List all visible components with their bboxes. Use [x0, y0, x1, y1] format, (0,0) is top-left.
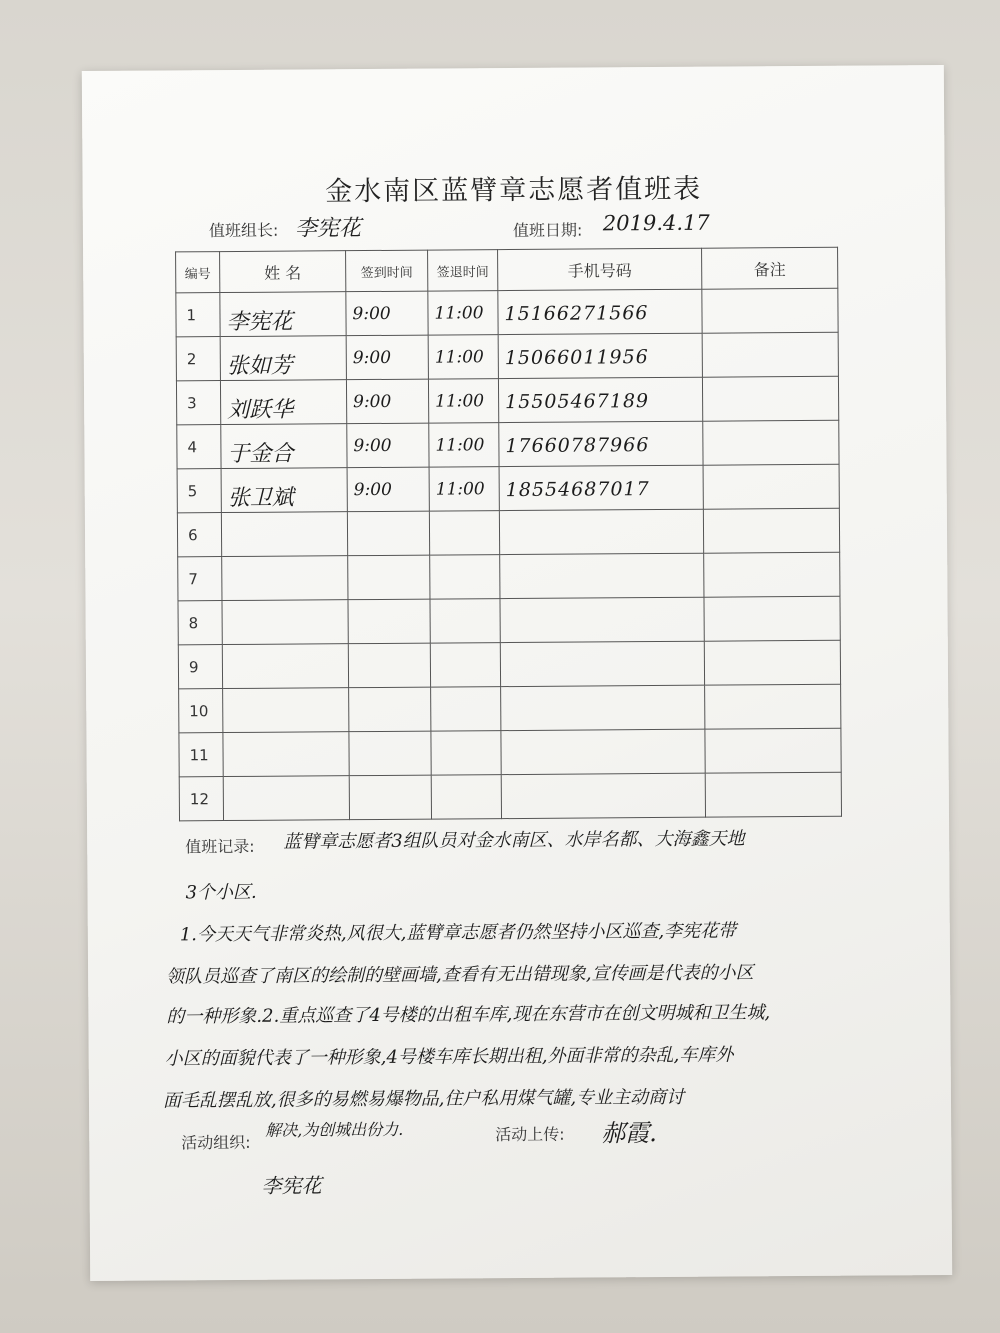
row-note: [703, 464, 839, 509]
row-checkin: 9:00: [353, 435, 392, 457]
leader-value: 李宪花: [294, 216, 361, 242]
row-note: [704, 552, 840, 597]
row-note: [704, 640, 840, 685]
row-checkout: [429, 511, 499, 555]
row-name: [222, 556, 348, 601]
table-row: [177, 420, 839, 469]
row-checkin: [348, 599, 430, 644]
date-label: 值班日期:: [512, 220, 583, 241]
table-row: [176, 332, 838, 381]
table-header-row: [176, 247, 838, 293]
row-checkout: 11:00: [435, 479, 485, 500]
header-no: 编号: [176, 252, 220, 293]
row-note: [702, 376, 838, 421]
header-checkin: 签到时间: [346, 250, 428, 292]
date-value: 2019.4.17: [602, 210, 710, 236]
table-row: [178, 640, 840, 689]
row-note: [705, 684, 841, 729]
table-row: [178, 552, 840, 601]
organizer-value: 李宪花: [261, 1173, 322, 1198]
header-phone: 手机号码: [498, 248, 702, 290]
row-phone: [500, 553, 704, 598]
row-checkin: 9:00: [353, 479, 392, 501]
record-line: 解决,为创城出份力.: [265, 1119, 404, 1140]
row-name: [223, 688, 349, 733]
row-no: 3: [176, 381, 220, 425]
header-checkout: 签退时间: [428, 250, 498, 291]
row-no: 2: [176, 337, 220, 381]
table-row: [176, 288, 838, 337]
record-line: 1.今天天气非常炎热,风很大,蓝臂章志愿者仍然坚持小区巡查,李宪花带: [179, 920, 737, 946]
table-row: [179, 772, 841, 821]
row-note: [703, 508, 839, 553]
row-checkin: [348, 555, 430, 600]
row-no: 1: [176, 293, 220, 337]
row-name: 于金合: [227, 441, 294, 468]
row-phone: 15166271566: [504, 302, 649, 326]
row-phone: [501, 773, 705, 818]
table-row: [177, 508, 839, 557]
header-name: 姓 名: [220, 251, 346, 293]
row-phone: [501, 729, 705, 774]
table-row: [177, 464, 839, 513]
record-line: 面毛乱摆乱放,很多的易燃易爆物品,住户私用煤气罐,专业主动商讨: [162, 1086, 685, 1112]
record-line: 的一种形象.2.重点巡查了4号楼的出租车库,现在东营市在创文明城和卫生城,: [166, 1002, 771, 1028]
row-checkout: 11:00: [435, 391, 485, 412]
row-no: 5: [177, 469, 221, 513]
row-checkin: [348, 643, 430, 688]
row-checkout: [431, 731, 501, 775]
row-checkout: 11:00: [434, 347, 484, 368]
row-no: 7: [178, 557, 222, 601]
row-phone: [499, 509, 703, 554]
row-checkin: [349, 731, 431, 776]
uploader-label: 活动上传:: [495, 1124, 565, 1145]
row-checkin: [349, 687, 431, 732]
row-note: [705, 728, 841, 773]
row-phone: [501, 685, 705, 730]
row-checkout: [430, 643, 500, 687]
row-note: [702, 288, 838, 333]
row-no: 9: [178, 645, 222, 689]
row-checkin: 9:00: [352, 347, 392, 369]
row-no: 11: [179, 733, 223, 777]
row-name: 李宪花: [226, 309, 293, 336]
record-label: 值班记录:: [185, 836, 255, 857]
record-line: 小区的面貌代表了一种形象,4号楼车库长期出租,外面非常的杂乱,车库外: [164, 1044, 734, 1070]
row-checkout: [430, 555, 500, 599]
row-no: 10: [179, 689, 223, 733]
row-no: 4: [177, 425, 221, 469]
roster-table: [175, 247, 842, 822]
uploader-value: 郝霞.: [601, 1119, 657, 1148]
row-name: [222, 644, 348, 689]
row-phone: 15505467189: [505, 390, 650, 414]
row-checkout: 11:00: [435, 435, 485, 456]
row-note: [703, 420, 839, 465]
row-phone: [500, 597, 704, 642]
row-checkout: [431, 687, 501, 731]
table-row: [176, 376, 838, 425]
paper-sheet: [82, 65, 952, 1281]
row-note: [705, 772, 841, 817]
row-name: [221, 512, 347, 557]
row-no: 6: [177, 513, 221, 557]
row-name: [223, 732, 349, 777]
row-note: [704, 596, 840, 641]
leader-label: 值班组长:: [208, 220, 279, 241]
row-checkin: 9:00: [352, 303, 391, 325]
form-title: 金水南区蓝臂章志愿者值班表: [325, 173, 703, 208]
row-checkout: [431, 775, 501, 819]
record-line: 3个小区.: [185, 881, 257, 904]
table-row: [179, 728, 841, 777]
row-no: 8: [178, 601, 222, 645]
record-line: 领队员巡查了南区的绘制的壁画墙,查看有无出错现象,宣传画是代表的小区: [166, 962, 754, 988]
row-phone: [500, 641, 704, 686]
row-name: 张卫斌: [227, 485, 294, 512]
row-name: [222, 600, 348, 645]
row-checkin: [349, 775, 431, 820]
row-name: [223, 776, 349, 821]
row-name: 张如芳: [226, 353, 293, 380]
row-note: [702, 332, 838, 377]
row-phone: 15066011956: [504, 346, 649, 370]
record-line: 蓝臂章志愿者3组队员对金水南区、水岸名都、大海鑫天地: [283, 828, 745, 853]
organizer-label: 活动组织:: [181, 1132, 251, 1153]
row-checkout: [430, 599, 500, 643]
row-phone: 18554687017: [505, 478, 650, 502]
table-row: [178, 596, 840, 645]
row-phone: 17660787966: [505, 434, 650, 458]
row-checkout: 11:00: [434, 303, 484, 324]
row-checkin: 9:00: [353, 391, 392, 413]
row-checkin: [347, 511, 429, 556]
row-no: 12: [179, 777, 223, 821]
table-row: [179, 684, 841, 733]
row-name: 刘跃华: [227, 397, 294, 424]
header-note: 备注: [702, 247, 838, 289]
